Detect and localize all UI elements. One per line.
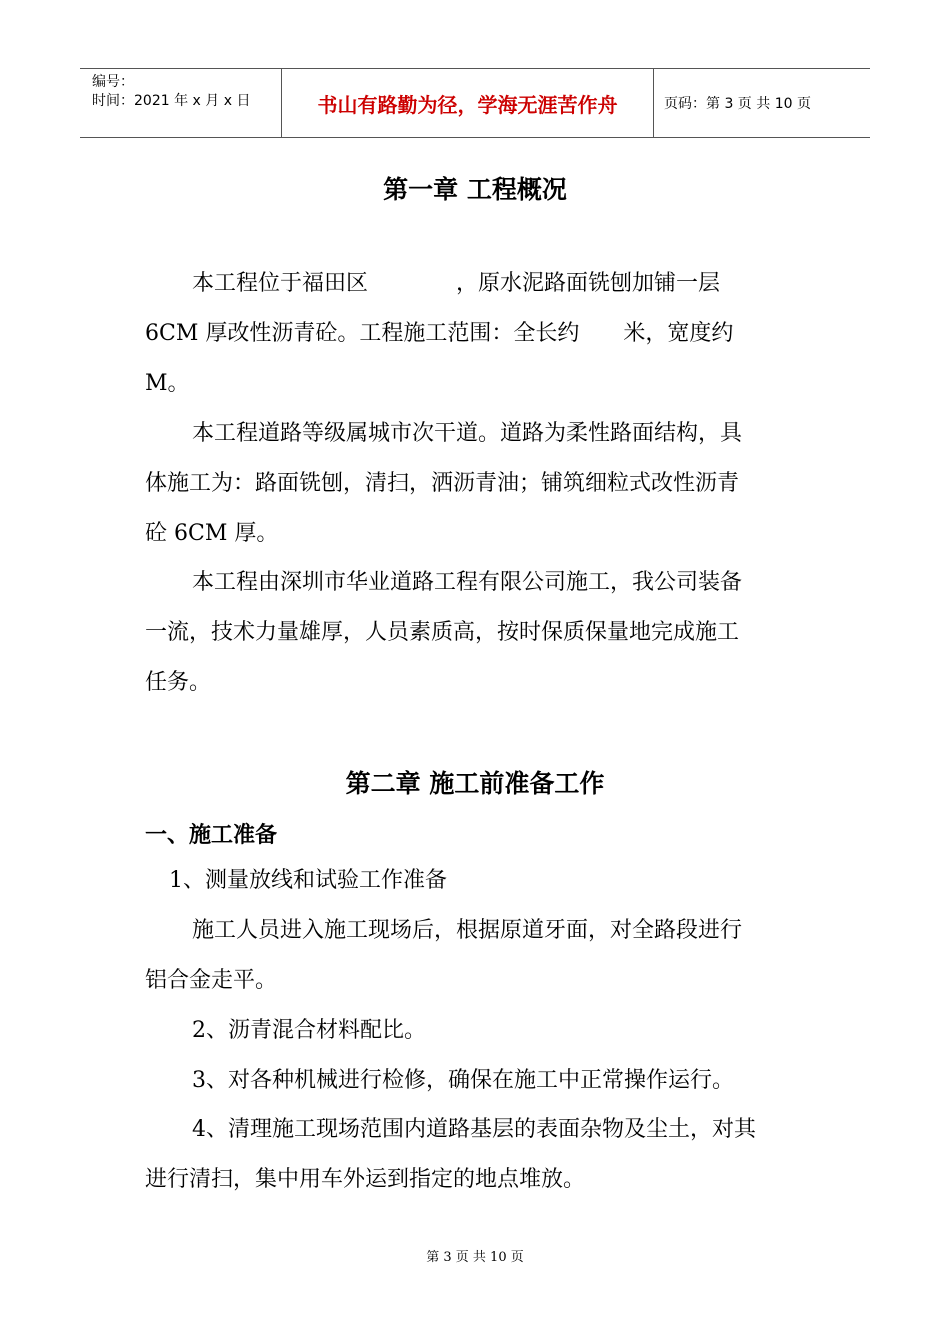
- text-line: 本工程位于福田区 ，原水泥路面铣刨加铺一层: [192, 271, 721, 296]
- item-3-block: [145, 1056, 805, 1106]
- text-line: 4、清理施工现场范围内道路基层的表面杂物及尘土，对其: [192, 1117, 756, 1142]
- text-line: 本工程道路等级属城市次干道。道路为柔性路面结构，具: [192, 421, 743, 446]
- item-2-text: 2、沥青混合材料配比。: [192, 1018, 426, 1043]
- text-line: 6CM 厚改性沥青砼。工程施工范围：全长约 米，宽度约: [145, 321, 734, 346]
- chapter-1-title: 第一章 工程概况: [383, 175, 567, 204]
- text-line: 任务。: [145, 670, 212, 695]
- header-motto: 书山有路勤为径，学海无涯苦作舟: [282, 69, 654, 137]
- chapter-1-paragraph-2: [145, 409, 805, 559]
- text-line: 进行清扫，集中用车外运到指定的地点堆放。: [145, 1167, 586, 1192]
- text-line: 铝合金走平。: [145, 968, 278, 993]
- item-1-paragraph: [145, 906, 805, 1006]
- item-4-block: [145, 1105, 805, 1205]
- chapter-1-paragraph-1: [145, 259, 805, 409]
- item-2-block: [145, 1006, 805, 1056]
- text-line: 施工人员进入施工现场后，根据原道牙面，对全路段进行: [192, 918, 743, 943]
- chapter-1-paragraph-3: [145, 558, 805, 708]
- document-date-label: 时间：2021 年 x 月 x 日: [92, 93, 251, 109]
- document-number-label: 编号：: [92, 74, 134, 90]
- text-line: 一流，技术力量雄厚，人员素质高，按时保质保量地完成施工: [145, 620, 740, 645]
- text-line: 体施工为：路面铣刨，清扫，洒沥青油；铺筑细粒式改性沥青: [145, 471, 740, 496]
- text-line: 本工程由深圳市华业道路工程有限公司施工，我公司装备: [192, 570, 743, 595]
- header-info-cell: [80, 69, 282, 137]
- page-header: [80, 68, 870, 138]
- item-3-text: 3、对各种机械进行检修，确保在施工中正常操作运行。: [192, 1068, 734, 1093]
- header-page-number: 页码：第 3 页 共 10 页: [664, 96, 811, 112]
- item-1-heading: 1、测量放线和试验工作准备: [169, 868, 447, 893]
- section-1-heading: 一、施工准备: [145, 823, 278, 848]
- page-footer: 第 3 页 共 10 页: [426, 1250, 524, 1265]
- text-line: 砼 6CM 厚。: [145, 521, 279, 546]
- chapter-2-title: 第二章 施工前准备工作: [345, 769, 605, 798]
- text-line: M。: [145, 371, 190, 396]
- item-1-heading-block: [145, 856, 805, 906]
